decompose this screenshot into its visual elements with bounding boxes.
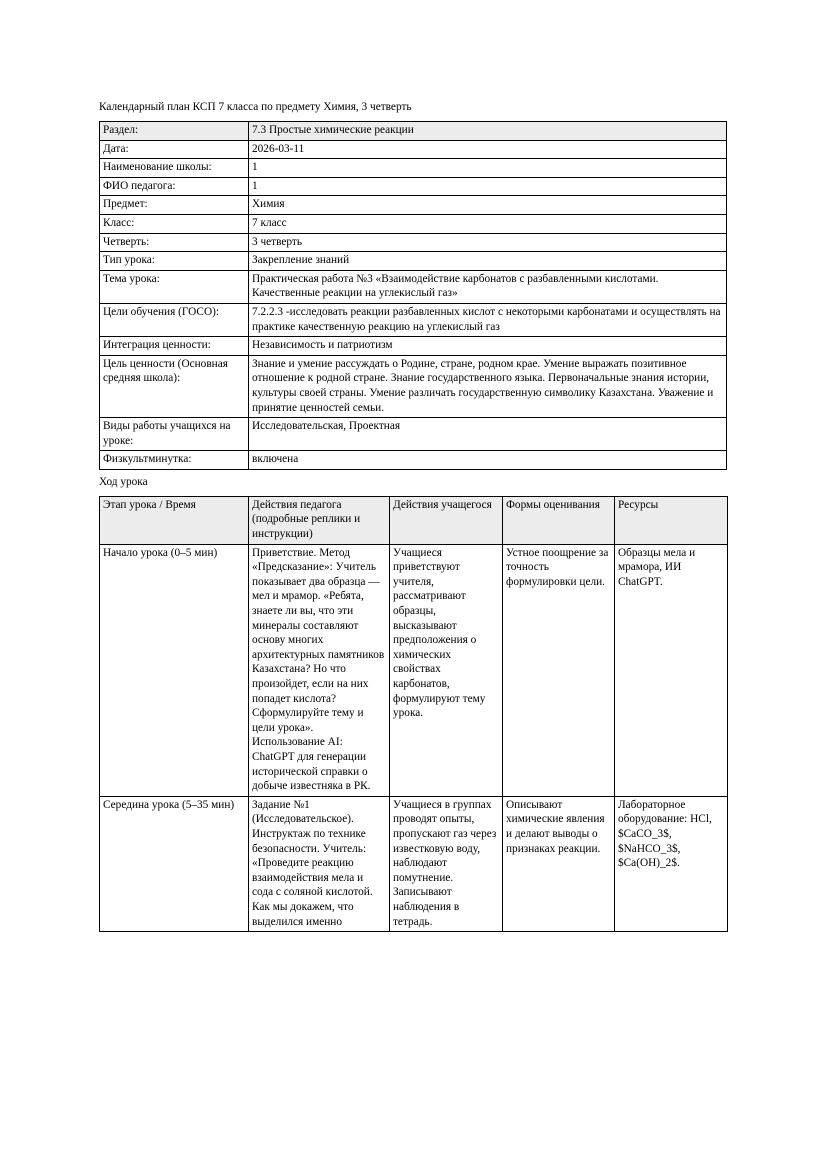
column-header-resources: Ресурсы bbox=[615, 496, 728, 544]
table-row bbox=[100, 177, 727, 196]
meta-value: 7.3 Простые химические реакции bbox=[249, 122, 727, 141]
meta-value: 7 класс bbox=[249, 214, 727, 233]
meta-value: Независимость и патриотизм bbox=[249, 337, 727, 356]
lesson-meta-table bbox=[99, 121, 727, 470]
column-header-student-actions: Действия учащегося bbox=[390, 496, 503, 544]
lesson-flow-heading: Ход урока bbox=[99, 475, 148, 488]
meta-label: Физкультминутка: bbox=[100, 451, 249, 470]
column-header-assessment: Формы оценивания bbox=[503, 496, 615, 544]
table-row bbox=[100, 303, 727, 336]
cell-resources: Образцы мела и мрамора, ИИ ChatGPT. bbox=[615, 544, 728, 796]
table-row bbox=[100, 270, 727, 303]
meta-label: ФИО педагога: bbox=[100, 177, 249, 196]
meta-value: 7.2.2.3 -исследовать реакции разбавленных кислот с некоторыми карбонатами и осуществлять на практике качественную реакцию на углекислый газ bbox=[249, 303, 727, 336]
cell-teacher-actions: Приветствие. Метод «Предсказание»: Учитель показывает два образца — мел и мрамор. «Ребята, знаете ли вы, что эти минералы составляют основу многих архитектурных памятников Казахстана? Но что произойдет, если на них попадет кислота? Сформулируйте тему и цели урока». Использование AI: ChatGPT для генерации исторической справки о добыче известняка в РК. bbox=[249, 544, 390, 796]
cell-stage: Середина урока (5–35 мин) bbox=[100, 796, 249, 931]
table-row bbox=[100, 355, 727, 417]
column-header-teacher-actions: Действия педагога (подробные реплики и инструкции) bbox=[249, 496, 390, 544]
meta-value: включена bbox=[249, 451, 727, 470]
meta-label: Интеграция ценности: bbox=[100, 337, 249, 356]
document-content bbox=[99, 100, 727, 932]
meta-value: Закрепление знаний bbox=[249, 252, 727, 271]
meta-label: Наименование школы: bbox=[100, 159, 249, 178]
meta-label: Класс: bbox=[100, 214, 249, 233]
page-title: Календарный план КСП 7 класса по предмету Химия, 3 четверть bbox=[99, 101, 412, 113]
meta-label: Цели обучения (ГОСО): bbox=[100, 303, 249, 336]
lesson-meta-body bbox=[100, 122, 727, 470]
cell-assessment: Устное поощрение за точность формулировки цели. bbox=[503, 544, 615, 796]
meta-value: 1 bbox=[249, 159, 727, 178]
meta-label: Четверть: bbox=[100, 233, 249, 252]
meta-label: Тип урока: bbox=[100, 252, 249, 271]
meta-label: Предмет: bbox=[100, 196, 249, 215]
table-header-row bbox=[100, 496, 728, 544]
meta-label: Виды работы учащихся на уроке: bbox=[100, 418, 249, 451]
lesson-flow-body bbox=[100, 544, 728, 931]
meta-label: Тема урока: bbox=[100, 270, 249, 303]
table-row bbox=[100, 252, 727, 271]
cell-teacher-actions: Задание №1 (Исследовательское). Инструктаж по технике безопасности. Учитель: «Проведите реакцию взаимодействия мела и сода с соляной кислотой. Как мы докажем, что выделился именно bbox=[249, 796, 390, 931]
table-row bbox=[100, 337, 727, 356]
table-row bbox=[100, 796, 728, 931]
meta-value: Исследовательская, Проектная bbox=[249, 418, 727, 451]
meta-value: 2026-03-11 bbox=[249, 140, 727, 159]
meta-value: Химия bbox=[249, 196, 727, 215]
lesson-flow-head bbox=[100, 496, 728, 544]
table-row bbox=[100, 451, 727, 470]
table-row bbox=[100, 544, 728, 796]
table-row bbox=[100, 418, 727, 451]
cell-resources: Лабораторное оборудование: HCl, $CaCO_3$, $NaHCO_3$, $Ca(OH)_2$. bbox=[615, 796, 728, 931]
meta-value: Знание и умение рассуждать о Родине, стране, родном крае. Умение выражать позитивное отношение к родной стране. Знание государственного языка. Первоначальные знания истории, культуры своей страны. Умение различать государственную символику Казахстана. Уважение и принятие ценностей семьи. bbox=[249, 355, 727, 417]
table-row bbox=[100, 196, 727, 215]
table-row bbox=[100, 214, 727, 233]
cell-stage: Начало урока (0–5 мин) bbox=[100, 544, 249, 796]
meta-value: 1 bbox=[249, 177, 727, 196]
table-row bbox=[100, 140, 727, 159]
cell-student-actions: Учащиеся приветствуют учителя, рассматривают образцы, высказывают предположения о химических свойствах карбонатов, формулируют тему урока. bbox=[390, 544, 503, 796]
column-header-stage: Этап урока / Время bbox=[100, 496, 249, 544]
cell-student-actions: Учащиеся в группах проводят опыты, пропускают газ через известковую воду, наблюдают помутнение. Записывают наблюдения в тетрадь. bbox=[390, 796, 503, 931]
meta-label: Цель ценности (Основная средняя школа): bbox=[100, 355, 249, 417]
meta-label: Дата: bbox=[100, 140, 249, 159]
table-row bbox=[100, 159, 727, 178]
meta-value: 3 четверть bbox=[249, 233, 727, 252]
table-row bbox=[100, 233, 727, 252]
cell-assessment: Описывают химические явления и делают выводы о признаках реакции. bbox=[503, 796, 615, 931]
meta-label: Раздел: bbox=[100, 122, 249, 141]
table-row bbox=[100, 122, 727, 141]
lesson-flow-table bbox=[99, 496, 728, 932]
meta-value: Практическая работа №3 «Взаимодействие карбонатов с разбавленными кислотами. Качественные реакции на углекислый газ» bbox=[249, 270, 727, 303]
